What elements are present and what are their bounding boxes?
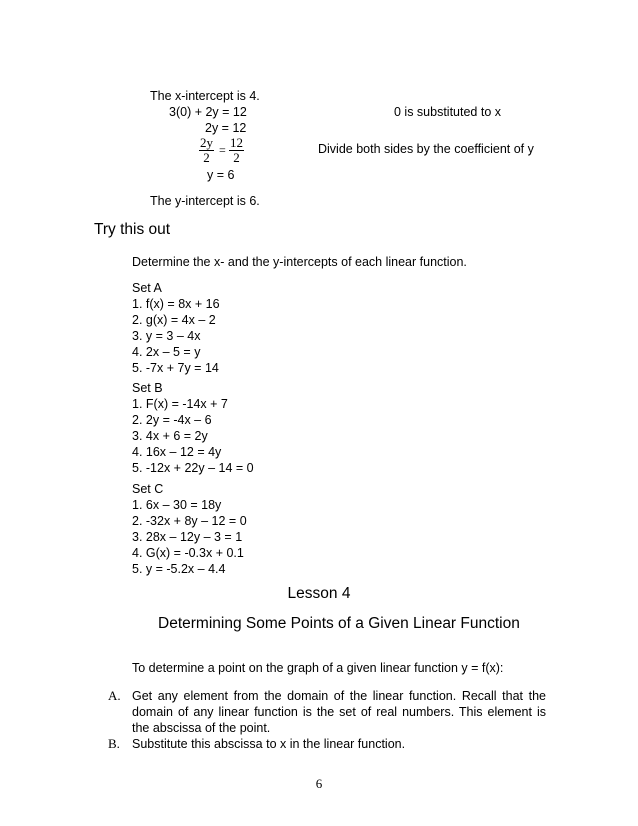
list-item: 2. -32x + 8y – 12 = 0 xyxy=(132,514,247,528)
list-item: 1. f(x) = 8x + 16 xyxy=(132,297,220,311)
list-item: 5. y = -5.2x – 4.4 xyxy=(132,562,226,576)
lesson-title: Determining Some Points of a Given Linear Function xyxy=(158,615,520,632)
equation-substitution: 3(0) + 2y = 12 xyxy=(169,105,247,119)
page-number: 6 xyxy=(315,776,323,791)
lesson-intro: To determine a point on the graph of a given linear function y = f(x): xyxy=(132,661,504,675)
step-a-text: Get any element from the domain of the linear function. Recall that the domain of any linear function is the set of real numbers. This element is the abscissa of the point. xyxy=(132,689,546,735)
list-item: 1. F(x) = -14x + 7 xyxy=(132,397,228,411)
exercise-instruction: Determine the x- and the y-intercepts of each linear function. xyxy=(132,255,467,269)
fraction-left-denominator: 2 xyxy=(203,150,210,165)
list-item: 3. y = 3 – 4x xyxy=(132,329,201,343)
step-b-text: Substitute this abscissa to x in the linear function. xyxy=(132,737,406,751)
x-intercept-statement: The x-intercept is 4. xyxy=(150,89,260,103)
y-intercept-statement: The y-intercept is 6. xyxy=(150,194,260,208)
list-item: 4. 2x – 5 = y xyxy=(132,345,201,359)
fraction-equals-sign: = xyxy=(219,143,226,157)
set-b-title: Set B xyxy=(132,381,163,395)
fraction-left-numerator: 2y xyxy=(200,135,213,150)
list-item: 3. 4x + 6 = 2y xyxy=(132,429,208,443)
fraction-right xyxy=(229,136,244,165)
section-heading-try: Try this out xyxy=(94,221,171,238)
list-item: 5. -7x + 7y = 14 xyxy=(132,361,219,375)
fraction-right-numerator: 12 xyxy=(230,135,243,150)
fraction-right-denominator: 2 xyxy=(233,150,240,165)
list-item: 4. 16x – 12 = 4y xyxy=(132,445,222,459)
list-item: 2. g(x) = 4x – 2 xyxy=(132,313,216,327)
list-item: 3. 28x – 12y – 3 = 1 xyxy=(132,530,243,544)
set-a-title: Set A xyxy=(132,281,162,295)
equation-result: y = 6 xyxy=(207,168,235,182)
step-b-label: B. xyxy=(108,736,120,751)
fraction-left xyxy=(199,136,214,165)
step-a-label: A. xyxy=(108,688,121,703)
list-item: 4. G(x) = -0.3x + 0.1 xyxy=(132,546,244,560)
lesson-number: Lesson 4 xyxy=(287,585,351,602)
substitution-note: 0 is substituted to x xyxy=(394,105,502,119)
list-item: 5. -12x + 22y – 14 = 0 xyxy=(132,461,254,475)
equation-simplified: 2y = 12 xyxy=(205,121,247,135)
divide-note: Divide both sides by the coefficient of y xyxy=(318,142,534,156)
list-item: 1. 6x – 30 = 18y xyxy=(132,498,222,512)
set-c-title: Set C xyxy=(132,482,164,496)
list-item: 2. 2y = -4x – 6 xyxy=(132,413,212,427)
